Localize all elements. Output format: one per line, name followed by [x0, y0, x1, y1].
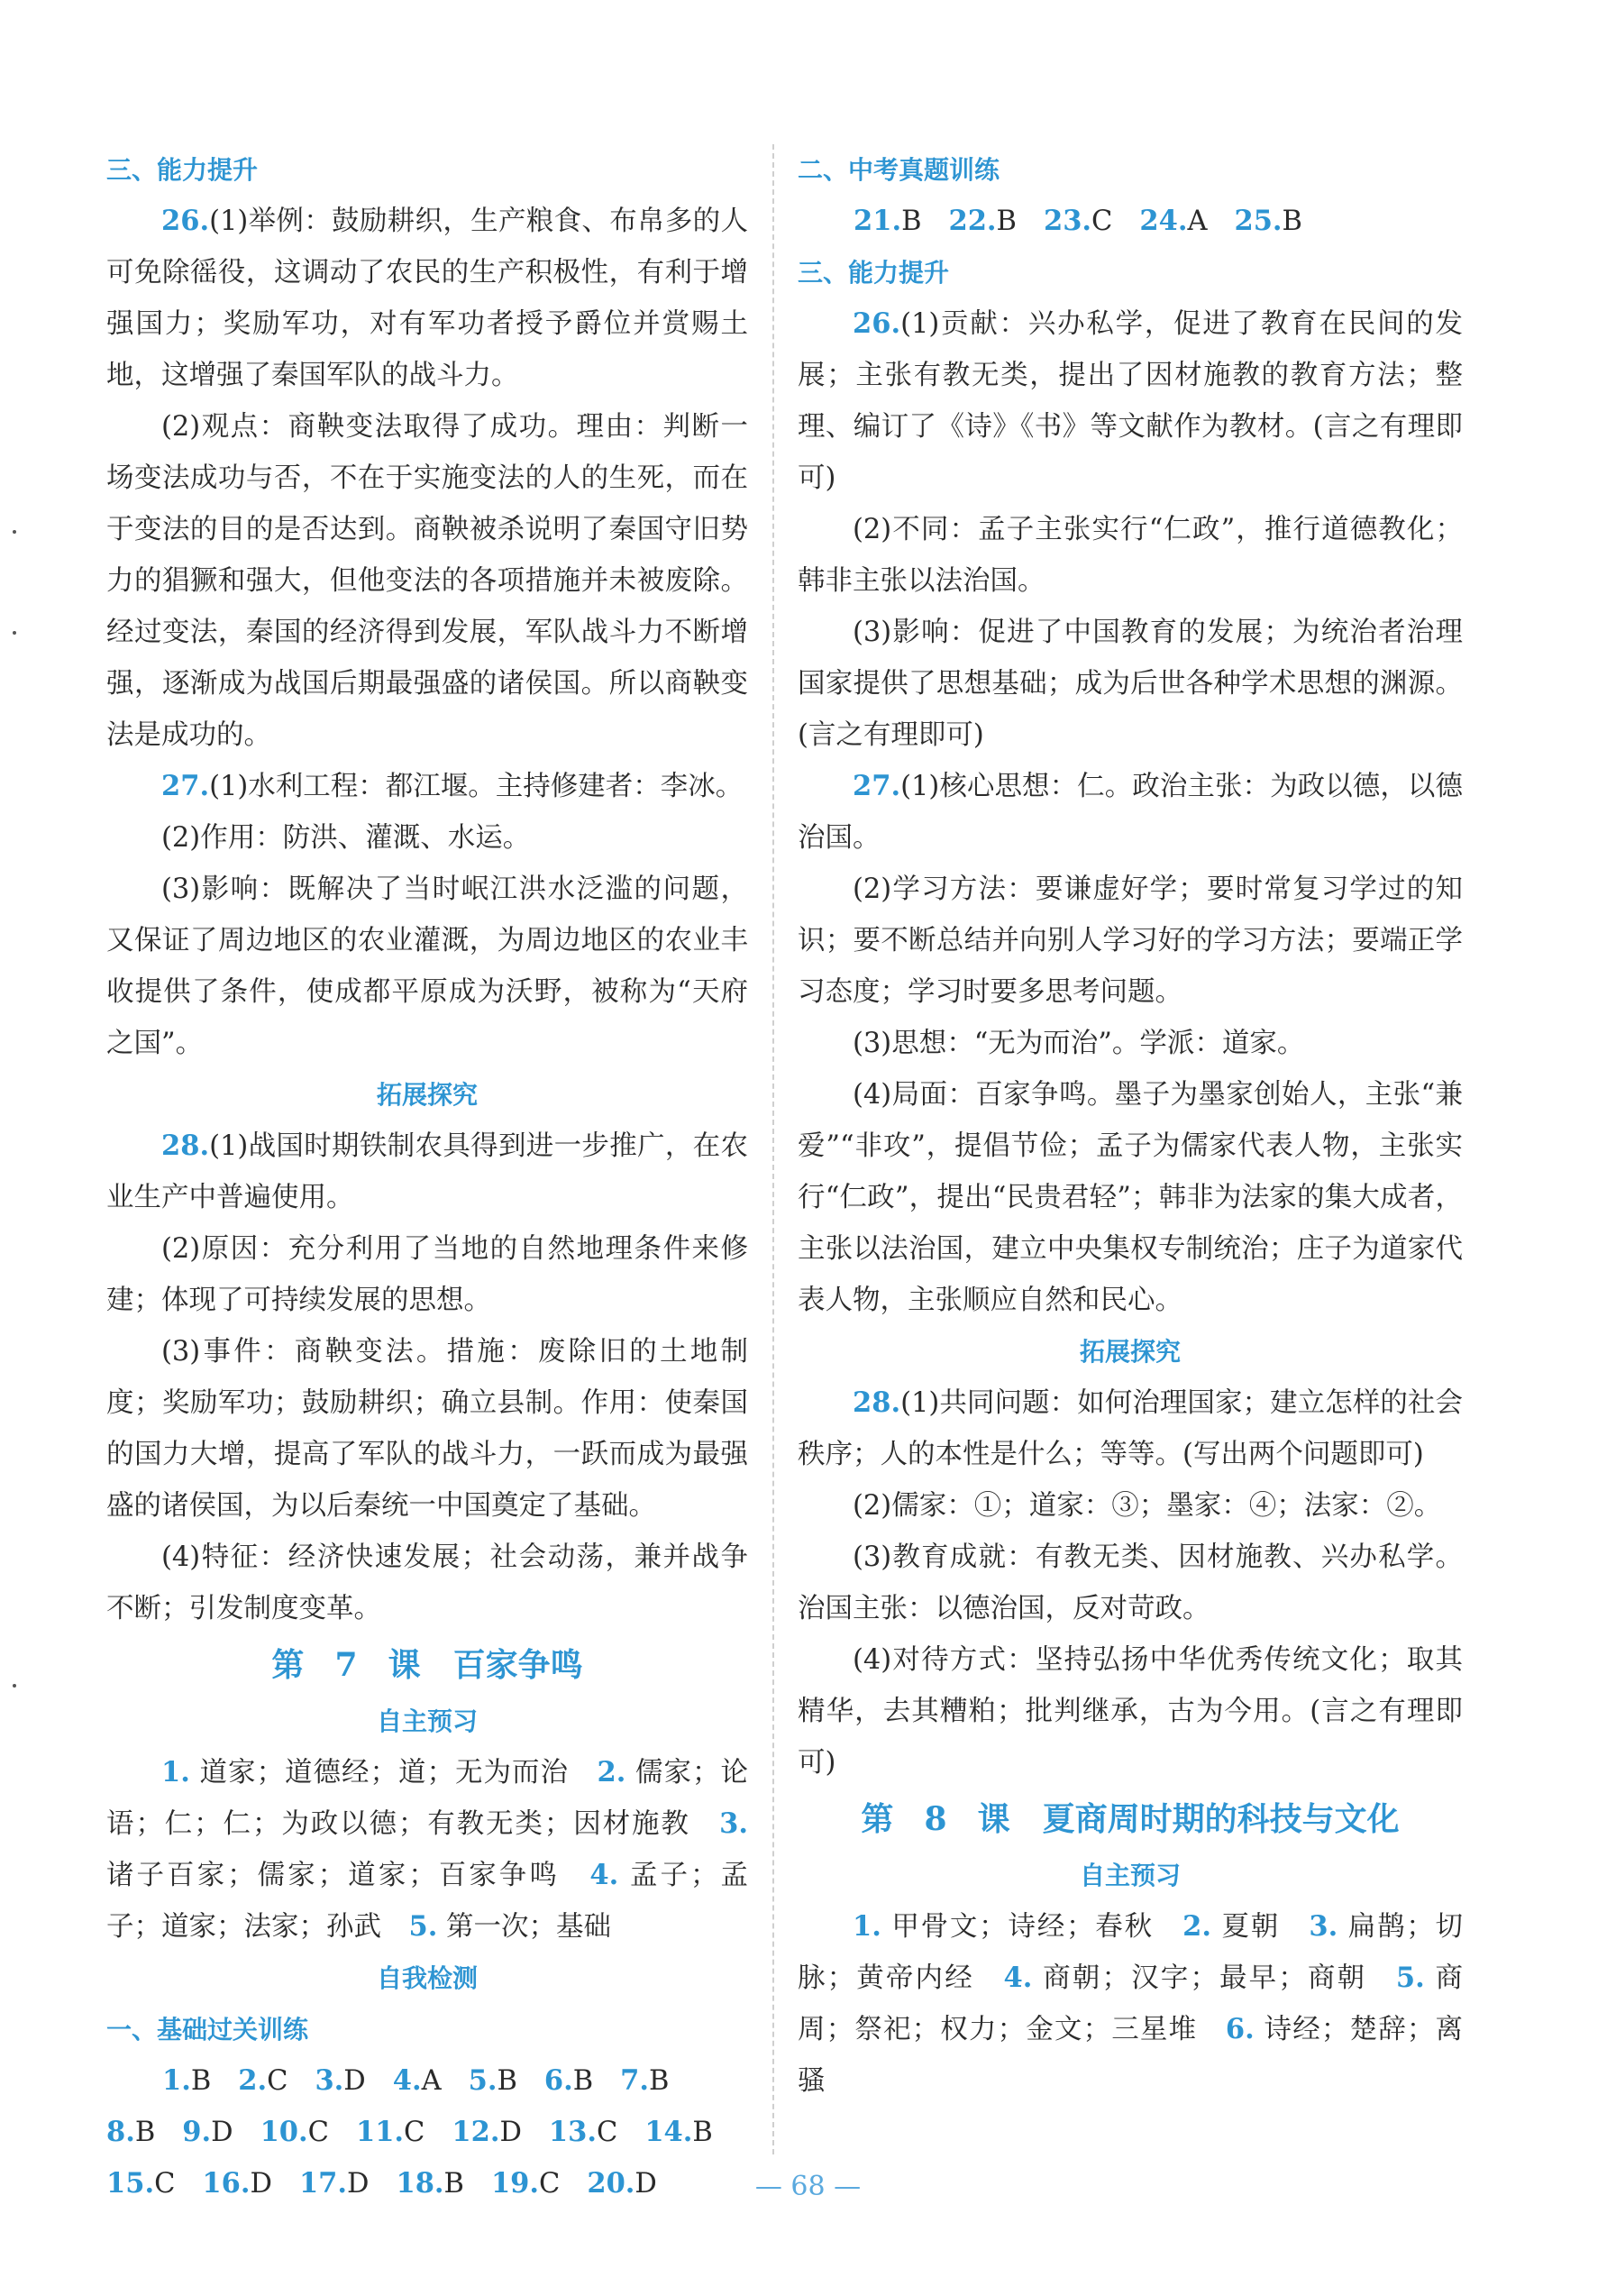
answer-26-1: 26.(1)举例：鼓励耕织，生产粮食、布帛多的人可免除徭役，这调动了农民的生产积极性，有利于增强国力；奖励军功，对有军功者授予爵位并赏赐土地，这增强了秦国军队的战斗力。 [106, 205, 748, 391]
subsection-heading: 拓展探究 [376, 1080, 478, 1110]
scan-mark [13, 1684, 16, 1688]
lesson-title: 第 8 课 夏商周时期的科技与文化 [861, 1800, 1400, 1838]
section-heading: 一、基础过关训练 [106, 2015, 309, 2044]
page-number: — 68 — [754, 2171, 862, 2202]
mc-row [106, 2055, 748, 2107]
mc-item: 21.B [854, 205, 922, 237]
mc-item: 16.D [202, 2167, 272, 2200]
mc-item: 14.B [644, 2116, 713, 2148]
subsection-heading: 自主预习 [376, 1706, 478, 1736]
answer-28-2: (2)原因：充分利用了当地的自然地理条件来修建；体现了可持续发展的思想。 [106, 1233, 748, 1316]
answer-28-3: (3)教育成就：有教无类、因材施教、兴办私学。治国主张：以德治国，反对苛政。 [798, 1541, 1463, 1624]
answer-27-2: (2)学习方法：要谦虚好学；要时常复习学过的知识；要不断总结并向别人学习好的学习方法；要端正学习态度；学习时要多思考问题。 [798, 874, 1463, 1008]
mc-row [798, 196, 1463, 247]
mc-item: 10.C [260, 2116, 329, 2148]
section-heading: 三、能力提升 [106, 155, 259, 185]
right-column [798, 144, 1463, 2107]
answer-26-2: (2)不同：孟子主张实行“仁政”，推行道德教化；韩非主张以法治国。 [798, 514, 1463, 597]
mc-item: 7.B [620, 2064, 670, 2097]
mc-row [106, 2107, 748, 2158]
answer-26-2: (2)观点：商鞅变法取得了成功。理由：判断一场变法成功与否，不在于实施变法的人的生死，而在于变法的目的是否达到。商鞅被杀说明了秦国守旧势力的猖獗和强大，但他变法的各项措施并未被废除。经过变法，秦国的经济得到发展，军队战斗力不断增强，逐渐成为战国后期最强盛的诸侯国。所以商鞅变法是成功的。 [106, 411, 748, 751]
mc-item: 5.B [468, 2064, 517, 2097]
mc-item: 4.A [392, 2064, 442, 2097]
answer-28-1: 28.(1)共同问题：如何治理国家；建立怎样的社会秩序；人的本性是什么；等等。(写出两个问题即可) [798, 1386, 1463, 1470]
answer-26-3: (3)影响：促进了中国教育的发展；为统治者治理国家提供了思想基础；成为后世各种学术思想的渊源。(言之有理即可) [798, 617, 1463, 751]
scan-mark [13, 631, 16, 635]
answer-27-1: 27.(1)核心思想：仁。政治主张：为政以德，以德治国。 [798, 770, 1463, 854]
subsection-heading: 自我检测 [376, 1963, 478, 1993]
answer-27-3: (3)影响：既解决了当时岷江洪水泛滥的问题，又保证了周边地区的农业灌溉，为周边地区的农业丰收提供了条件，使成都平原成为沃野，被称为“天府之国”。 [106, 874, 748, 1059]
mc-item: 2.C [238, 2064, 288, 2097]
mc-item: 15.C [106, 2167, 176, 2200]
mc-item: 3.D [315, 2064, 366, 2097]
mc-item: 24.A [1139, 205, 1208, 237]
column-divider [772, 144, 774, 2154]
left-column [106, 144, 748, 2209]
mc-item: 6.B [543, 2064, 594, 2097]
preview-answers: 1. 甲骨文；诗经；春秋 2. 夏朝 3. 扁鹊；切脉；黄帝内经 4. 商朝；汉字；最早；商朝 5. 商周；祭祀；权力；金文；三星堆 6. 诗经；楚辞；离骚 [798, 1910, 1464, 2097]
lesson-title: 第 7 课 百家争鸣 [271, 1646, 583, 1684]
preview-answers: 1. 道家；道德经；道；无为而治 2. 儒家；论语；仁；仁；为政以德；有教无类；因材施教 3. 诸子百家；儒家；道家；百家争鸣 4. 孟子；孟子；道家；法家；孙武 5. 第一次；基础 [106, 1756, 749, 1943]
answer-28-4: (4)对待方式：坚持弘扬中华优秀传统文化；取其精华，去其糟粕；批判继承，古为今用。(言之有理即可) [798, 1644, 1463, 1779]
answer-27-1: 27.(1)水利工程：都江堰。主持修建者：李冰。 [161, 770, 744, 802]
answer-28-2: (2)儒家：①；道家：③；墨家：④；法家：②。 [853, 1490, 1442, 1522]
mc-item: 18.B [396, 2167, 464, 2200]
section-heading: 三、能力提升 [798, 258, 950, 288]
mc-item: 11.C [355, 2116, 425, 2148]
mc-item: 19.C [490, 2167, 561, 2200]
answer-26-1: 26.(1)贡献：兴办私学，促进了教育在民间的发展；主张有教无类，提出了因材施教的教育方法；整理、编订了《诗》《书》等文献作为教材。(言之有理即可) [798, 307, 1463, 494]
answer-28-3: (3)事件：商鞅变法。措施：废除旧的土地制度；奖励军功；鼓励耕织；确立县制。作用：使秦国的国力大增，提高了军队的战斗力，一跃而成为最强盛的诸侯国，为以后秦统一中国奠定了基础。 [106, 1336, 748, 1522]
mc-item: 9.D [182, 2116, 233, 2148]
mc-item: 22.B [948, 205, 1017, 237]
mc-item: 13.C [548, 2116, 618, 2148]
scan-mark [13, 530, 16, 534]
mc-item: 23.C [1043, 205, 1113, 237]
answer-27-4: (4)局面：百家争鸣。墨子为墨家创始人，主张“兼爱”“非攻”，提倡节俭；孟子为儒家代表人物，主张实行“仁政”，提出“民贵君轻”；韩非为法家的集大成者，主张以法治国，建立中央集权专制统治；庄子为道家代表人物，主张顺应自然和民心。 [798, 1079, 1463, 1316]
answer-27-2: (2)作用：防洪、灌溉、水运。 [161, 822, 531, 854]
subsection-heading: 自主预习 [1079, 1861, 1181, 1890]
answer-28-4: (4)特征：经济快速发展；社会动荡，兼并战争不断；引发制度变革。 [106, 1541, 748, 1624]
mc-item: 12.D [452, 2116, 522, 2148]
answer-27-3: (3)思想：“无为而治”。学派：道家。 [853, 1028, 1305, 1059]
mc-item: 17.D [298, 2167, 370, 2200]
section-heading: 二、中考真题训练 [798, 155, 1000, 185]
answer-28-1: 28.(1)战国时期铁制农具得到进一步推广，在农业生产中普遍使用。 [106, 1130, 748, 1213]
mc-item: 1.B [162, 2064, 212, 2097]
mc-item: 25.B [1234, 205, 1302, 237]
subsection-heading: 拓展探究 [1079, 1337, 1181, 1367]
mc-item: 20.D [587, 2167, 657, 2200]
mc-item: 8.B [106, 2116, 156, 2148]
